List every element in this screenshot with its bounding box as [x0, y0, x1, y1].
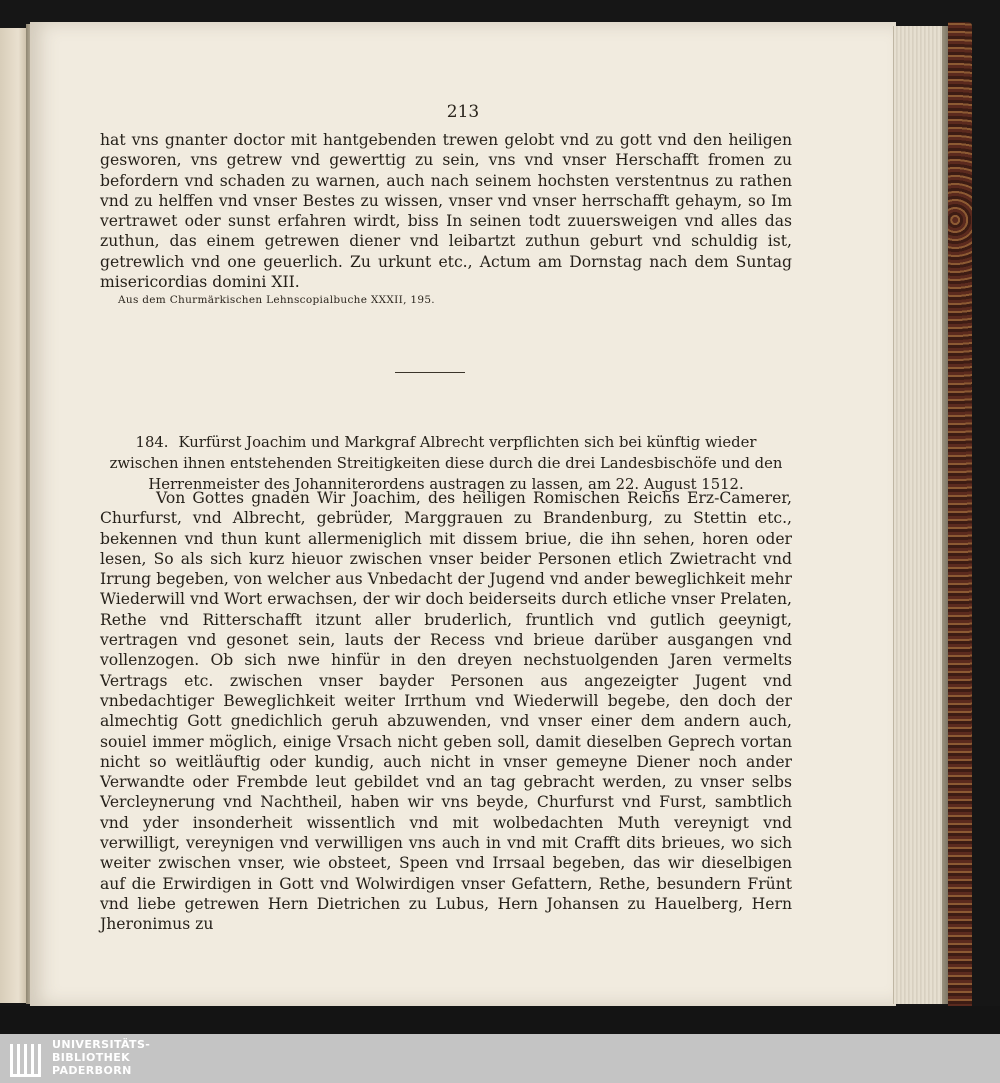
section-divider [395, 372, 465, 373]
library-name-line-1: UNIVERSITÄTS- [52, 1038, 151, 1051]
section-body [100, 488, 792, 935]
source-note: Aus dem Churmärkischen Lehnscopialbuche XXXII, 195. [118, 294, 435, 306]
page-number: 213 [446, 102, 480, 122]
bottom-shadow [0, 1006, 1000, 1034]
section-number: 184. [135, 434, 169, 451]
library-footer [0, 1034, 1000, 1083]
section-heading [100, 432, 792, 495]
library-name [52, 1038, 150, 1077]
top-paragraph [100, 130, 792, 292]
page-block-edges [893, 26, 952, 1004]
book-cover-marbled [948, 22, 972, 1012]
book-page [30, 22, 896, 1006]
section-body-text: Von Gottes gnaden Wir Joachim, des heiligen Romischen Reichs Erz-Camerer, Churfurst, vnd Albrecht, gebrüder, Marggrauen zu Brandenburg, zu Stettin etc., bekennen vnd thun kunt allermeniglich mit dissem briue, die ihn sehen, horen oder lesen, So als sich kurz hieuor zwischen vnser beider Personen etlich Zwietracht vnd Irrung begeben, von welcher aus Vnbedacht der Jugend vnd ander beweglichkeit mehr Wiederwill vnd Wort erwachsen, der wir doch beiderseits durch etliche vnser Prelaten, Rethe vnd Ritterschafft itzunt aller bruderlich, fruntlich vnd gutlich geeynigt, vertragen vnd gesonet sein, lauts der Recess vnd brieue darüber ausgangen vnd vollenzogen. Ob sich nwe hinfür in den dreyen nechstuolgenden Jaren vermelts Vertrags etc. zwischen vnser bayder Personen aus angezeigter Jugent vnd vnbedachtiger Beweglichkeit weiter Irrthum vnd Wiederwill begebe, den doch der almechtig Gott gnedichlich geruh abzuwenden, vnd vnser einer dem andern auch, souiel immer möglich, einige Vrsach nicht geben soll, damit dieselben Geprech vortan nicht so weitläuftig oder kundig, auch nicht in vnser gemeyne Diener noch ander Verwandte oder Frembde leut gebildet vnd an tag gebracht werden, zu vnser selbs Vercleynerung vnd Nachtheil, haben wir vns beyde, Churfurst vnd Furst, sambtlich vnd yder insonderheit wissentlich vnd mit wolbedachten Muth vereynigt vnd verwilligt, vereynigen vnd verwilligen vns auch in vnd mit Crafft dits brieues, wo sich weiter zwischen vnser, wie obsteet, Speen vnd Irrsaal begeben, das wir dieselbigen auf die Erwirdigen in Gott vnd Wolwirdigen vnser Gefattern, Rethe, besundern Frünt vnd liebe getrewen Hern Dietrichen zu Lubus, Hern Johansen zu Hauelberg, Hern Jheronimus zu [100, 489, 792, 934]
library-name-line-2: BIBLIOTHEK [52, 1051, 131, 1064]
library-name-line-3: PADERBORN [52, 1064, 132, 1077]
section-heading-text: Kurfürst Joachim und Markgraf Albrecht verpflichten sich bei künftig wieder zwischen ihnen entstehenden Streitigkeiten diese durch die drei Landesbischöfe und den Herrenmeister des Johanniterordens austragen zu lassen, am 22. August 1512. [109, 434, 783, 493]
library-logo-icon [8, 1038, 46, 1080]
top-paragraph-text: hat vns gnanter doctor mit hantgebenden trewen gelobt vnd zu gott vnd den heiligen gesworen, vns getrew vnd gewerttig zu sein, vns vnd vnser Herschafft fromen zu befordern vnd schaden zu warnen, auch nach seinem hochsten verstentnus zu rathen vnd zu helffen vnd vnser Bestes zu wissen, vnser vnd vnser herrschafft gehaym, so Im vertrawet oder sunst erfahren wirdt, biss In seinen todt zuuerswеigen vnd alles das zuthun, das einem getrewen diener vnd leibartzt zuthun geburt vnd schuldig ist, getrewlich vnd one geuerlich. Zu urkunt etc., Actum am Dornstag nach dem Suntag misericordias domini XII. [100, 131, 792, 292]
left-page-edge [0, 28, 27, 1003]
